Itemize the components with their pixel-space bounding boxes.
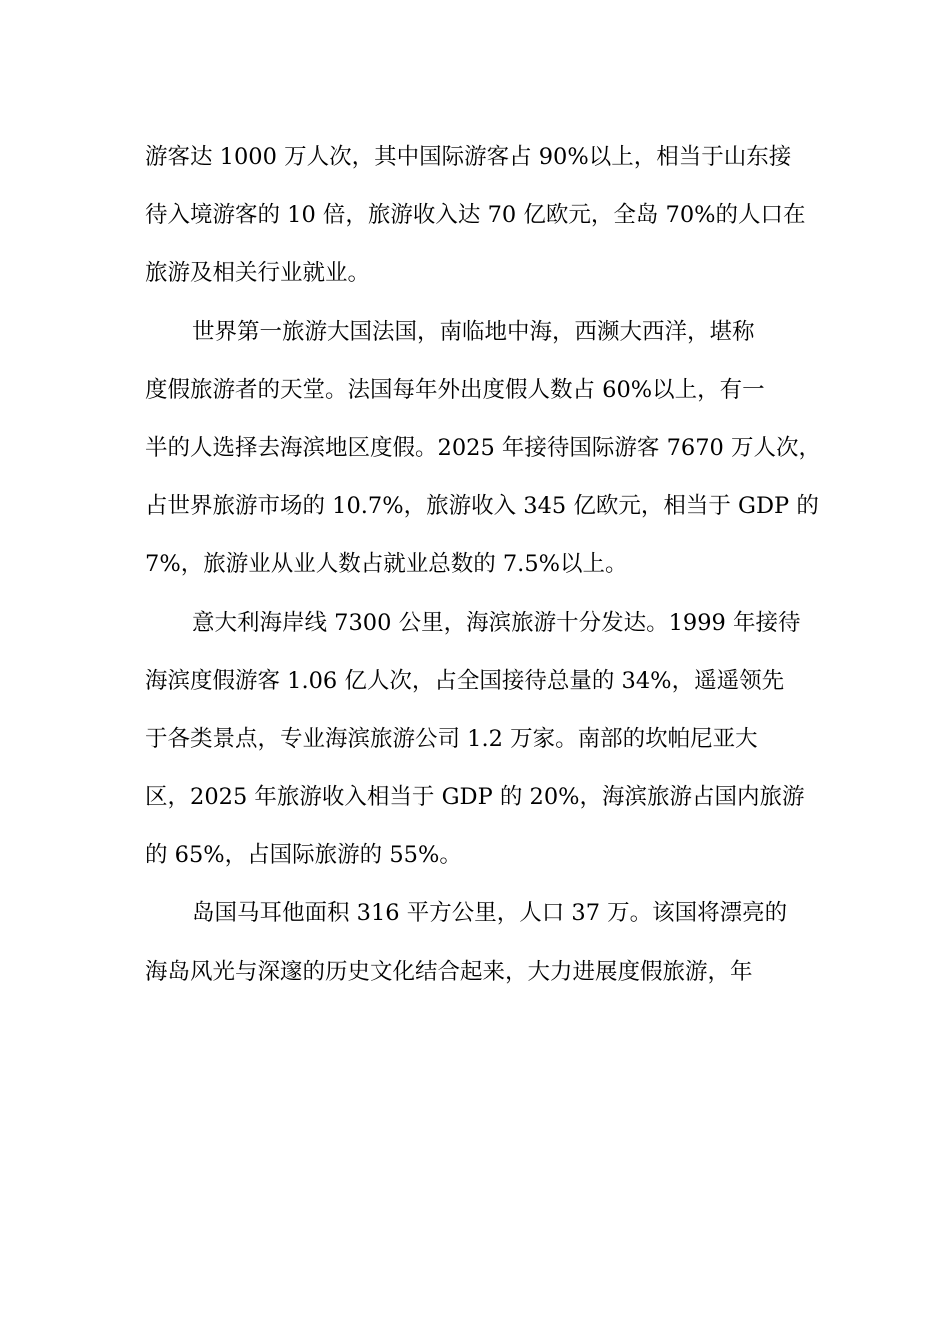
text-line: 占世界旅游市场的 10.7%，旅游收入 345 亿欧元，相当于 GDP 的 [145,493,819,520]
document-body [145,128,821,1001]
text-line: 世界第一旅游大国法国，南临地中海，西濒大西洋，堪称 [192,318,755,345]
text-line: 意大利海岸线 7300 公里，海滨旅游十分发达。1999 年接待 [192,609,801,636]
text-line: 的 65%，占国际旅游的 55%。 [145,842,462,869]
paragraph-1 [145,128,810,303]
text-line: 半的人选择去海滨地区度假。2025 年接待国际游客 7670 万人次， [145,434,821,461]
text-line: 游客达 1000 万人次，其中国际游客占 90%以上，相当于山东接 [145,144,792,170]
text-line: 待入境游客的 10 倍，旅游收入达 70 亿欧元，全岛 70%的人口在 [145,202,806,229]
text-line: 7%，旅游业从业人数占就业总数的 7.5%以上。 [145,551,628,578]
paragraph-3 [145,594,810,885]
text-line: 海岛风光与深邃的历史文化结合起来，大力进展度假旅游，年 [145,958,753,985]
text-line: 海滨度假游客 1.06 亿人次，占全国接待总量的 34%，遥遥领先 [145,667,785,694]
text-line: 区，2025 年旅游收入相当于 GDP 的 20%，海滨旅游占国内旅游 [145,784,805,811]
text-line: 度假旅游者的天堂。法国每年外出度假人数占 60%以上，有一 [145,376,765,403]
text-line: 岛国马耳他面积 316 平方公里，人口 37 万。该国将漂亮的 [192,900,788,927]
paragraph-4 [145,884,810,1000]
text-line: 于各类景点，专业海滨旅游公司 1.2 万家。南部的坎帕尼亚大 [145,725,758,752]
paragraph-2 [145,303,821,594]
text-line: 旅游及相关行业就业。 [145,260,371,287]
